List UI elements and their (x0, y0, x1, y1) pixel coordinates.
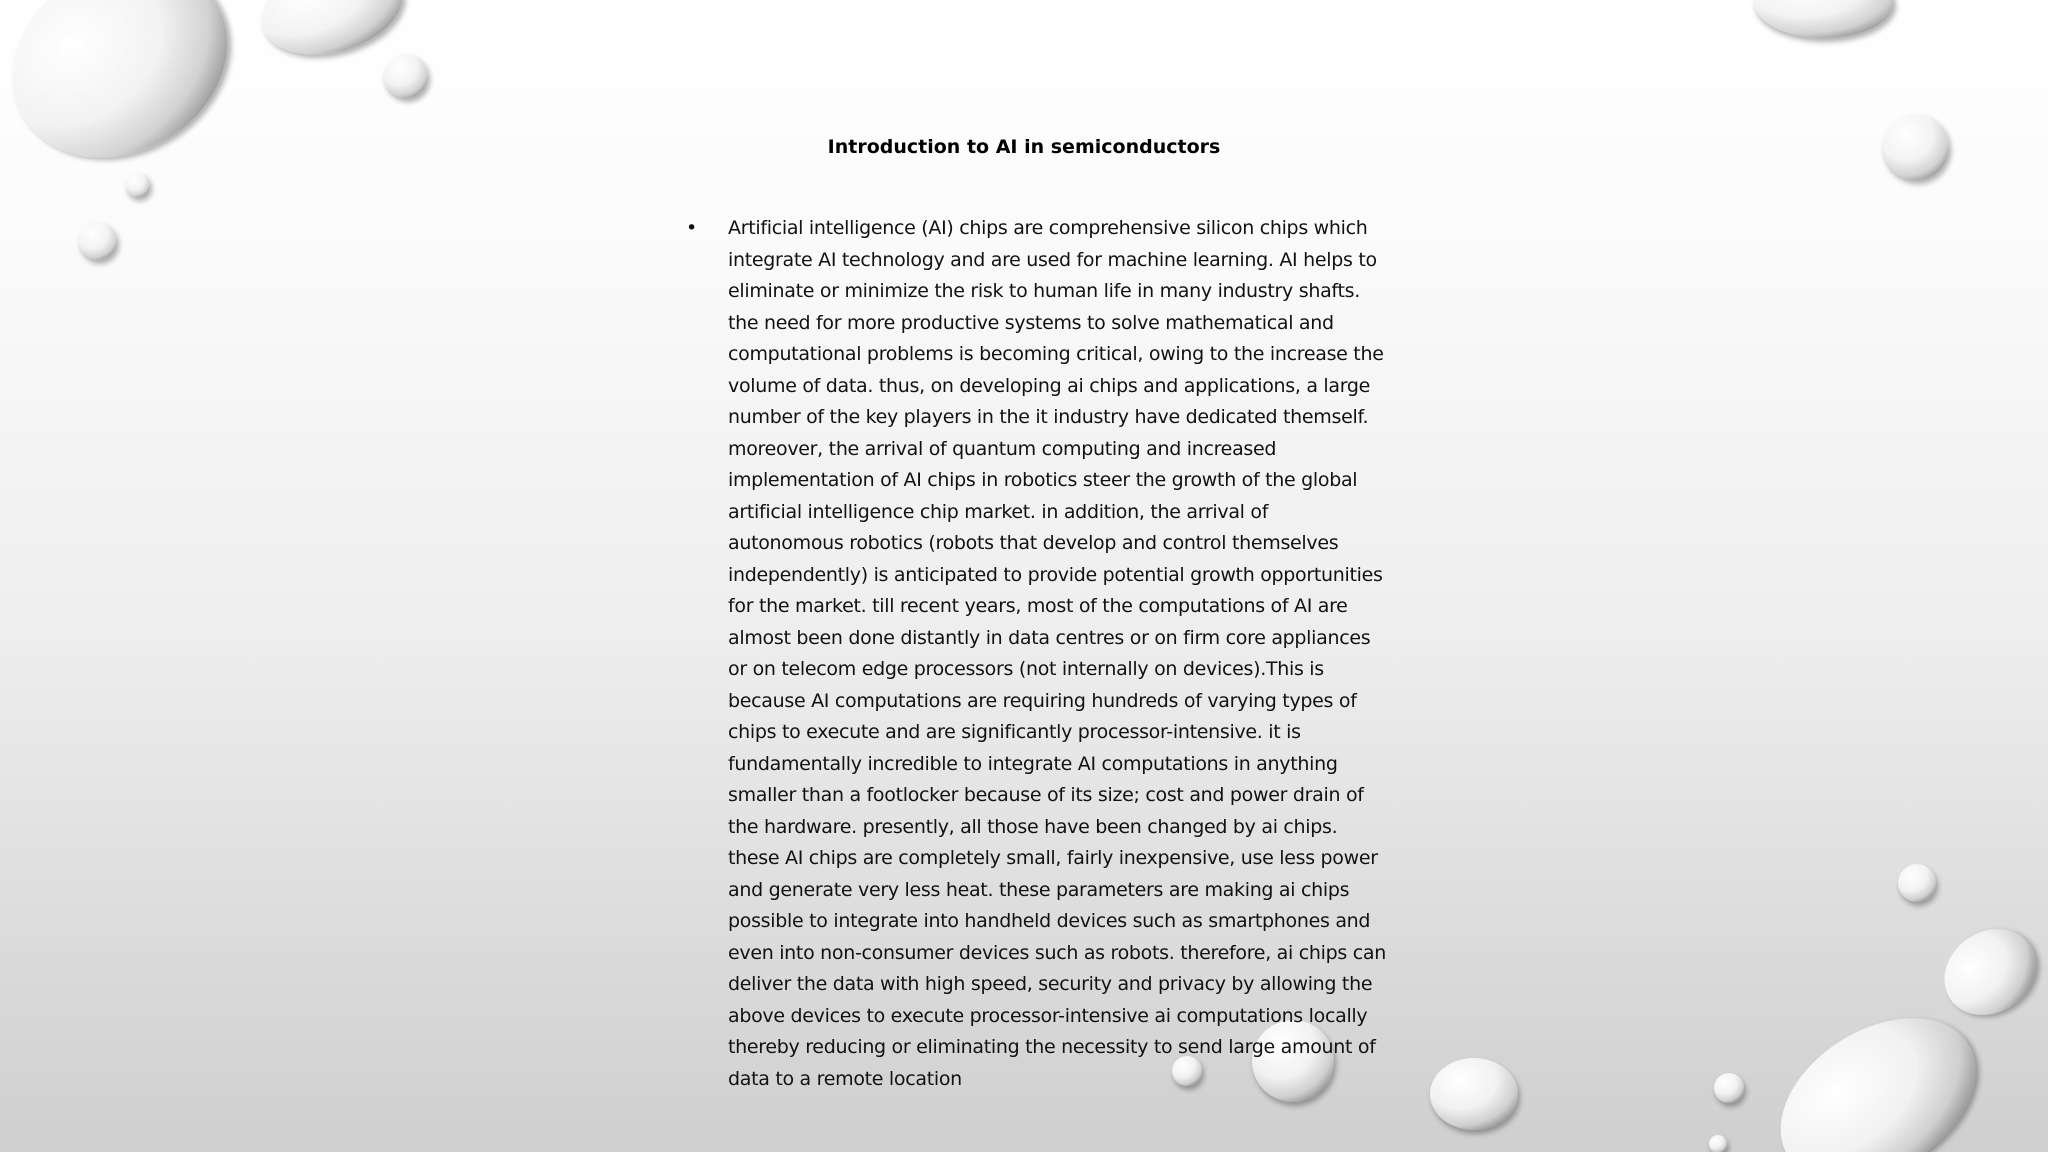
droplet (1754, 0, 1894, 38)
droplet (1898, 864, 1936, 902)
droplet (1928, 912, 2048, 1033)
droplet (126, 173, 150, 197)
droplet (251, 0, 413, 69)
bullet-item (686, 213, 1386, 1095)
droplet (0, 0, 263, 196)
bullet-list (686, 213, 1386, 1095)
slide-title: Introduction to AI in semiconductors (827, 136, 1221, 158)
droplet (1714, 1073, 1744, 1103)
droplet (1430, 1058, 1518, 1130)
droplet (79, 222, 117, 260)
droplet (384, 54, 428, 98)
droplet (1709, 1135, 1727, 1152)
bullet-text: Artificial intelligence (AI) chips are comprehensive silicon chips which integrate AI technology and are used for machine learning. AI helps to eliminate or minimize the risk to human life in many industry shafts. the need for more productive systems to solve mathematical and computational problems is becoming critical, owing to the increase the volume of data. thus, on developing ai chips and applications, a large number of the key players in the it industry have dedicated themself. moreover, the arrival of quantum computing and increased implementation of AI chips in robotics steer the growth of the global artificial intelligence chip market. in addition, the arrival of autonomous robotics (robots that develop and control themselves independently) is anticipated to provide potential growth opportunities for the market. till recent years, most of the computations of AI are almost been done distantly in data centres or on firm core appliances or on telecom edge processors (not internally on devices).This is because AI computations are requiring hundreds of varying types of chips to execute and are significantly processor-intensive. it is fundamentally incredible to integrate AI computations in anything smaller than a footlocker because of its size; cost and power drain of the hardware. presently, all those have been changed by ai chips. these AI chips are completely small, fairly inexpensive, use less power and generate very less heat. these parameters are making ai chips possible to integrate into handheld devices such as smartphones and even into non-consumer devices such as robots. therefore, ai chips can deliver the data with high speed, security and privacy by allowing the above devices to execute processor-intensive ai computations locally thereby reducing or eliminating the necessity to send large amount of data to a remote location (728, 217, 1386, 1090)
bullet-icon: • (686, 217, 697, 239)
